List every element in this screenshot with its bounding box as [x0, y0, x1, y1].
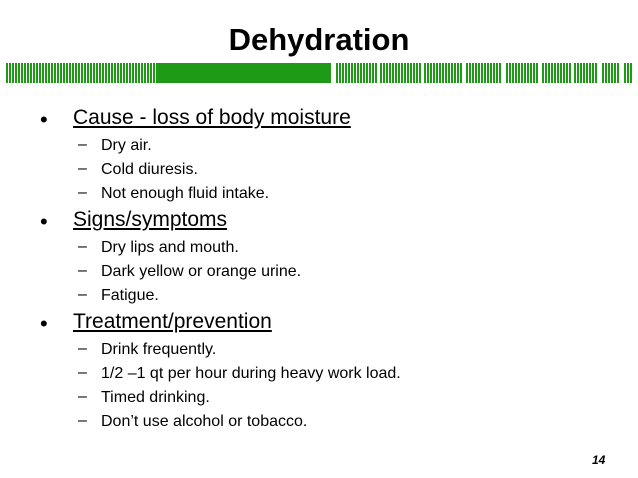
sub-item-text: Cold diuresis. [101, 161, 198, 178]
bullet-cause [40, 106, 620, 136]
bar-stripe [595, 63, 597, 83]
bar-stripe [445, 63, 447, 83]
bar-stripe [120, 63, 122, 83]
dash-symbol: – [78, 262, 87, 279]
bar-stripe [617, 63, 619, 83]
bar-stripe [627, 63, 629, 83]
bar-stripe [530, 63, 532, 83]
sub-item-text: Not enough fluid intake. [101, 185, 270, 202]
dash-symbol: – [78, 184, 87, 201]
sub-item-text: Dry lips and mouth. [101, 239, 239, 256]
bar-stripe [81, 63, 83, 83]
bar-stripe [407, 63, 409, 83]
bar-stripe [42, 63, 44, 83]
sub-item [40, 388, 620, 412]
bar-stripe [472, 63, 474, 83]
bar-stripe [466, 63, 468, 83]
bar-stripe [589, 63, 591, 83]
bar-stripe [39, 63, 41, 83]
bullet-symbol: • [40, 209, 48, 234]
bar-stripe [126, 63, 128, 83]
bar-stripe [129, 63, 131, 83]
bar-stripe [509, 63, 511, 83]
bar-stripe [583, 63, 585, 83]
bar-stripe [153, 63, 155, 83]
bar-stripe [413, 63, 415, 83]
sub-item-text: Drink frequently. [101, 341, 217, 358]
bar-stripe [542, 63, 544, 83]
bar-stripe [524, 63, 526, 83]
bar-stripe [360, 63, 362, 83]
bar-stripe [611, 63, 613, 83]
sub-item [40, 262, 620, 286]
bar-stripe [460, 63, 462, 83]
bar-stripe [369, 63, 371, 83]
bar-stripe [478, 63, 480, 83]
bar-stripe [433, 63, 435, 83]
dash-symbol: – [78, 388, 87, 405]
bar-stripe [487, 63, 489, 83]
bullet-treatment [40, 310, 620, 340]
bar-stripe [499, 63, 501, 83]
sub-item [40, 238, 620, 262]
dash-symbol: – [78, 238, 87, 255]
bar-stripe [624, 63, 626, 83]
sub-item [40, 412, 620, 436]
bar-stripe [57, 63, 59, 83]
bar-stripe [630, 63, 632, 83]
bar-stripe [18, 63, 20, 83]
bullet-symbol: • [40, 107, 48, 132]
bar-stripe [357, 63, 359, 83]
dash-symbol: – [78, 364, 87, 381]
decorative-green-bar [6, 63, 632, 83]
bar-stripe [557, 63, 559, 83]
bar-stripe [608, 63, 610, 83]
bar-stripe [515, 63, 517, 83]
bar-stripe [469, 63, 471, 83]
bar-stripe [560, 63, 562, 83]
bar-stripe [380, 63, 382, 83]
bar-stripe [548, 63, 550, 83]
bar-stripe [60, 63, 62, 83]
bar-stripe [342, 63, 344, 83]
bar-stripe [348, 63, 350, 83]
bar-stripe [454, 63, 456, 83]
bar-stripe [566, 63, 568, 83]
bar-stripe [430, 63, 432, 83]
bar-stripe [123, 63, 125, 83]
bar-stripe [33, 63, 35, 83]
sub-item [40, 160, 620, 184]
bar-stripe [93, 63, 95, 83]
bar-stripe [401, 63, 403, 83]
bar-stripe [451, 63, 453, 83]
sub-item-text: Don’t use alcohol or tobacco. [101, 413, 308, 430]
bar-stripe [72, 63, 74, 83]
bar-solid-block [156, 63, 331, 83]
bar-stripe [144, 63, 146, 83]
bar-stripe [24, 63, 26, 83]
bar-stripe [12, 63, 14, 83]
bar-stripe [574, 63, 576, 83]
bar-stripe [132, 63, 134, 83]
bar-stripe [51, 63, 53, 83]
bar-stripe [36, 63, 38, 83]
bar-stripe [372, 63, 374, 83]
green-bar-graphic [6, 63, 632, 83]
bar-stripe [563, 63, 565, 83]
bar-stripe [580, 63, 582, 83]
bar-stripe [554, 63, 556, 83]
bar-stripe [386, 63, 388, 83]
bar-stripe [90, 63, 92, 83]
bar-stripe [345, 63, 347, 83]
bar-stripe [111, 63, 113, 83]
bar-stripe [69, 63, 71, 83]
bar-stripe [475, 63, 477, 83]
bar-stripe [448, 63, 450, 83]
sub-item [40, 286, 620, 310]
bar-stripe [84, 63, 86, 83]
bar-stripe [351, 63, 353, 83]
bar-stripe [15, 63, 17, 83]
slide-title: Dehydration [228, 22, 410, 57]
sub-item [40, 136, 620, 160]
bar-stripe [75, 63, 77, 83]
bar-stripe [102, 63, 104, 83]
bar-stripe [9, 63, 11, 83]
bar-stripe [518, 63, 520, 83]
dash-symbol: – [78, 340, 87, 357]
bar-stripe [21, 63, 23, 83]
bar-stripe [605, 63, 607, 83]
bar-stripe [439, 63, 441, 83]
bar-stripe [490, 63, 492, 83]
bar-stripe [481, 63, 483, 83]
bar-stripe [536, 63, 538, 83]
bar-stripe [410, 63, 412, 83]
bar-stripe [48, 63, 50, 83]
bar-stripe [614, 63, 616, 83]
bar-stripe [96, 63, 98, 83]
bar-stripe [512, 63, 514, 83]
bar-stripe [45, 63, 47, 83]
sub-item-text: Dark yellow or orange urine. [101, 263, 302, 280]
bullet-list [40, 106, 620, 436]
sub-item-text: Dry air. [101, 137, 152, 154]
bar-stripe [416, 63, 418, 83]
bar-stripe [419, 63, 421, 83]
bar-stripe [108, 63, 110, 83]
bar-stripe [586, 63, 588, 83]
dash-symbol: – [78, 286, 87, 303]
dash-symbol: – [78, 136, 87, 153]
bar-stripe [533, 63, 535, 83]
bar-stripe [78, 63, 80, 83]
bar-stripe [138, 63, 140, 83]
bar-stripe [63, 63, 65, 83]
bullet-heading: Treatment/prevention [73, 310, 272, 333]
bar-stripe [427, 63, 429, 83]
bullet-signs [40, 208, 620, 238]
bar-stripe [354, 63, 356, 83]
bullet-heading: Signs/symptoms [73, 208, 228, 231]
sub-item-text: 1/2 –1 qt per hour during heavy work load. [101, 365, 401, 382]
bar-stripe [99, 63, 101, 83]
bullet-symbol: • [40, 311, 48, 336]
sub-item [40, 364, 620, 388]
bar-stripe [404, 63, 406, 83]
bar-stripe [521, 63, 523, 83]
bar-stripe [114, 63, 116, 83]
page-number: 14 [592, 453, 606, 467]
bar-stripe [66, 63, 68, 83]
bar-stripe [135, 63, 137, 83]
bar-stripe [484, 63, 486, 83]
bar-stripe [424, 63, 426, 83]
bar-stripe [602, 63, 604, 83]
bar-stripe [569, 63, 571, 83]
bar-stripe [336, 63, 338, 83]
bar-stripe [6, 63, 8, 83]
bar-stripe [27, 63, 29, 83]
bar-stripe [141, 63, 143, 83]
bar-stripe [436, 63, 438, 83]
bar-stripe [30, 63, 32, 83]
bar-stripe [87, 63, 89, 83]
sub-item-text: Fatigue. [101, 287, 159, 304]
bar-stripe [389, 63, 391, 83]
bar-stripe [363, 63, 365, 83]
bar-stripe [366, 63, 368, 83]
bar-stripe [545, 63, 547, 83]
dash-symbol: – [78, 412, 87, 429]
bullet-heading: Cause - loss of body moisture [73, 106, 351, 129]
bar-stripe [392, 63, 394, 83]
bar-stripe [592, 63, 594, 83]
bar-stripe [493, 63, 495, 83]
bar-stripe [398, 63, 400, 83]
bar-stripe [457, 63, 459, 83]
sub-item-text: Timed drinking. [101, 389, 210, 406]
bar-stripe [496, 63, 498, 83]
dash-symbol: – [78, 160, 87, 177]
bar-stripe [339, 63, 341, 83]
bar-stripe [527, 63, 529, 83]
bar-stripe [117, 63, 119, 83]
bar-stripe [150, 63, 152, 83]
bar-stripe [442, 63, 444, 83]
sub-item [40, 340, 620, 364]
bar-stripe [375, 63, 377, 83]
bar-stripe [551, 63, 553, 83]
bar-stripe [54, 63, 56, 83]
sub-item [40, 184, 620, 208]
bar-stripe [105, 63, 107, 83]
bar-stripe [383, 63, 385, 83]
bar-stripe [506, 63, 508, 83]
bar-stripe [147, 63, 149, 83]
bar-stripe [577, 63, 579, 83]
bar-stripe [395, 63, 397, 83]
